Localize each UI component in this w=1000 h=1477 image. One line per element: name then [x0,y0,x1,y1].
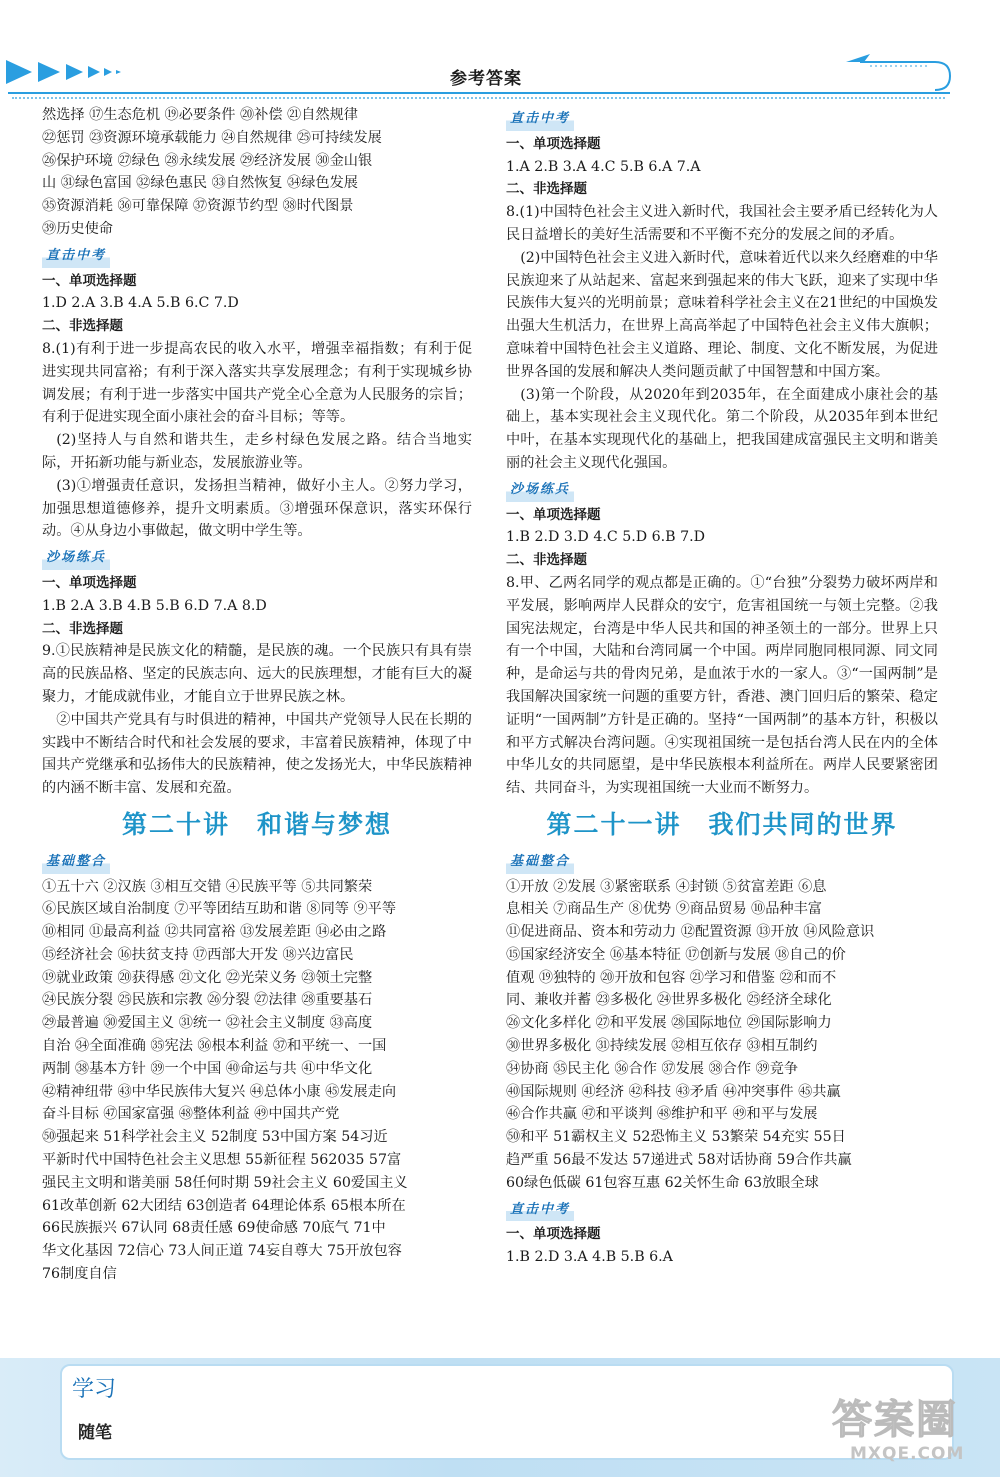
chapter-title: 第二十讲 和谐与梦想 [121,809,392,839]
answer-paragraph: (2)中国特色社会主义进入新时代，意味着近代以来久经磨难的中华民族迎来了从站起来、富起来到强起来的伟大飞跃，迎来了实现中华民族伟大复兴的光明前景；意味着科学社会主义在21世纪的中国焕发出强大生机活力，在世界上高高举起了中国特色社会主义伟大旗帜；意味着中国特色社会主义道路、理论、制度、文化不断发展，为促进世界各国的发展和解决人类问题贡献了中国智慧和中国方案。 [506,249,938,380]
fill-blank-answers [42,876,472,1286]
section-label-zhiji: 直击中考 [506,108,574,131]
answer-line: 平新时代中国特色社会主义思想 55新征程 562035 57富 [42,1152,402,1169]
answer-line: 60绿色低碳 61包容互惠 62关怀生命 63放眼全球 [506,1174,819,1191]
question-type-title: 一、单项选择题 [506,135,601,152]
answer-line: 强民主文明和谐美丽 58任何时期 59社会主义 60爱国主义 [42,1174,408,1191]
answer-line: ㉒惩罚 ㉓资源环境承载能力 ㉔自然规律 ㉕可持续发展 [42,129,382,146]
footer-study-label: 学习 [72,1377,117,1402]
page-header [0,0,1000,104]
answer-line: 同、兼收并蓄 ㉓多极化 ㉔世界多极化 ㉕经济全球化 [506,992,832,1009]
choice-answers: 1.A 2.B 3.A 4.C 5.B 6.A 7.A [506,158,701,175]
answer-line: 然选择 ⑰生态危机 ⑲必要条件 ⑳补偿 ㉑自然规律 [42,107,358,123]
header-dotted-divider [12,97,945,99]
answer-line: 奋斗目标 ㊼国家富强 ㊽整体利益 ㊾中国共产党 [42,1106,340,1123]
section-label-shachang: 沙场练兵 [42,547,110,570]
section-label-jichu: 基础整合 [42,851,110,874]
answer-paragraph: ②中国共产党具有与时俱进的精神，中国共产党领导人民在长期的实践中不断结合时代和社会发展的要求，丰富着民族精神，体现了中国共产党继承和弘扬伟大的民族精神，使之发扬光大，中华民族精神的内涵不断丰富、发展和充盈。 [42,711,472,797]
answer-line: ①开放 ②发展 ③紧密联系 ④封锁 ⑤贫富差距 ⑥息 [506,878,827,895]
answer-line: ㊷精神纽带 ㊸中华民族伟大复兴 ㊹总体小康 ㊺发展走向 [42,1083,397,1100]
watermark-logo: 答案圈 [832,1397,958,1443]
answer-line: ㉚世界多极化 ㉛持续发展 ㉜相互依存 ㉝相互制约 [506,1038,818,1055]
section-label-zhiji: 直击中考 [506,1199,574,1222]
section-label-shachang: 沙场练兵 [506,479,574,502]
answer-paragraph: (3)第一个阶段，从2020年到2035年，在全面建成小康社会的基础上，基本实现社会主义现代化。第二个阶段，从2035年到本世纪中叶，在基本实现现代化的基础上，把我国建成富强民主文明和谐美丽的社会主义现代化强国。 [506,386,938,471]
answer-paragraph: 9.①民族精神是民族文化的精髓，是民族的魂。一个民族只有具有崇高的民族品格、坚定的民族志向、远大的民族理想，才能有巨大的凝聚力，才能成就伟业，才能自立于世界民族之林。 [42,643,472,705]
section-label-jichu: 基础整合 [506,851,574,874]
choice-answers: 1.B 2.D 3.A 4.B 5.B 6.A [506,1249,673,1266]
choice-answers: 1.B 2.D 3.D 4.C 5.D 6.B 7.D [506,529,706,546]
watermark-url: MXQE.COM [850,1444,965,1464]
answer-line: 息相关 ⑦商品生产 ⑧优势 ⑨商品贸易 ⑩品种丰富 [506,901,822,918]
choice-answers: 1.B 2.A 3.B 4.B 5.B 6.D 7.A 8.D [42,597,267,614]
answer-line: 华文化基因 72信心 73人间正道 74妄自尊大 75开放包容 [42,1243,402,1260]
answer-line: 61改革创新 62大团结 63创造者 64理论体系 65根本所在 [42,1197,406,1214]
header-divider [8,92,950,94]
answer-line: ①五十六 ②汉族 ③相互交错 ④民族平等 ⑤共同繁荣 [42,878,373,895]
answer-line: ㉙最普遍 ㉚爱国主义 ㉛统一 ㉜社会主义制度 ㉝高度 [42,1015,373,1032]
chapter-title: 第二十一讲 我们共同的世界 [546,809,898,839]
header-swoosh-icon [840,52,955,92]
answer-line: ㉔民族分裂 ㉕民族和宗教 ㉖分裂 ㉗法律 ㉘重要基石 [42,992,373,1009]
answer-line: ⑥民族区域自治制度 ⑦平等团结互助和谐 ⑧同等 ⑨平等 [42,901,397,918]
answer-line: ㉖保护环境 ㉗绿色 ㉘永续发展 ㉙经济发展 ㉚金山银 [42,152,373,169]
carryover-answers [42,104,472,241]
question-type-title: 二、非选择题 [42,620,123,637]
answer-line: ㉞协商 ㉟民主化 ㊱合作 ㊲发展 ㊳合作 ㊴竞争 [506,1060,799,1077]
question-type-title: 一、单项选择题 [42,574,137,591]
answer-line: 自治 ㉞全面准确 ㉟宪法 ㊱根本利益 ㊲和平统一、一国 [42,1038,387,1055]
question-type-title: 一、单项选择题 [506,506,601,523]
answer-line: ㊻合作共赢 ㊼和平谈判 ㊽维护和平 ㊾和平与发展 [506,1106,818,1123]
answer-line: ㉟资源消耗 ㊱可靠保障 ㊲资源节约型 ㊳时代图景 [42,198,354,215]
answer-line: ⑮经济社会 ⑯扶贫支持 ⑰西部大开发 ⑱兴边富民 [42,946,354,963]
answer-line: ⑮国家经济安全 ⑯基本特征 ⑰创新与发展 ⑱自己的价 [506,946,846,963]
answer-paragraph: 8.(1)有利于进一步提高农民的收入水平，增强幸福指数；有利于促进实现共同富裕；有利于深入落实共享发展理念；有利于实现城乡协调发展；有利于进一步落实中国共产党全心全意为人民服务的宗旨；有利于促进实现全面小康社会的奋斗目标；等等。 [42,340,472,426]
answer-line: 山 ㉛绿色富国 ㉜绿色惠民 ㉝自然恢复 ㉞绿色发展 [42,175,358,192]
answer-paragraph: 8.甲、乙两名同学的观点都是正确的。①“台独”分裂势力破坏两岸和平发展，影响两岸人民群众的安宁，危害祖国统一与领土完整。②我国宪法规定，台湾是中华人民共和国的神圣领土的一部分。世界上只有一个中国，大陆和台湾同属一个中国。两岸同胞同根同源、同文同种，是命运与共的骨肉兄弟，是血浓于水的一家人。③“一国两制”是我国解决国家统一问题的重要方针，香港、澳门回归后的繁荣、稳定证明“一国两制”方针是正确的。坚持“一国两制”的基本方针，积极以和平方式解决台湾问题。④实现祖国统一是包括台湾人民在内的全体中华儿女的共同愿望，是中华民族根本利益所在。两岸人民要紧密团结、共同奋斗，为实现祖国统一大业而不断努力。 [506,574,938,797]
question-type-title: 一、单项选择题 [506,1226,601,1243]
choice-answers: 1.D 2.A 3.B 4.A 5.B 6.C 7.D [42,295,239,312]
question-type-title: 一、单项选择题 [42,272,137,289]
answer-line: ⑩相同 ⑪最高利益 ⑫共同富裕 ⑬发展差距 ⑭必由之路 [42,924,387,941]
answer-line: ㊿强起来 51科学社会主义 52制度 53中国方案 54习近 [42,1129,388,1146]
right-column [506,104,938,1269]
fill-blank-answers [506,876,938,1195]
question-type-title: 二、非选择题 [506,552,587,569]
answer-line: ㉖文化多样化 ㉗和平发展 ㉘国际地位 ㉙国际影响力 [506,1015,832,1032]
answer-line: 76制度自信 [42,1266,117,1283]
section-label-zhiji: 直击中考 [42,245,110,268]
answer-paragraph: (2)坚持人与自然和谐共生，走乡村绿色发展之路。结合当地实际，开拓新功能与新业态，发展旅游业等。 [42,432,472,471]
answer-paragraph: 8.(1)中国特色社会主义进入新时代，我国社会主要矛盾已经转化为人民日益增长的美好生活需要和不平衡不充分的发展之间的矛盾。 [506,204,938,243]
answer-line: 66民族振兴 67认同 68责任感 69使命感 70底气 71中 [42,1220,386,1237]
answer-line: 值观 ⑲独特的 ⑳开放和包容 ㉑学习和借鉴 ㉒和而不 [506,969,837,986]
notes-box [60,1364,954,1460]
answer-line: 趋严重 56最不发达 57递进式 58对话协商 59合作共赢 [506,1152,852,1169]
answer-line: ⑲就业政策 ⑳获得感 ㉑文化 ㉒光荣义务 ㉓领土完整 [42,969,373,986]
answer-line: ㊵国际规则 ㊶经济 ㊷科技 ㊸矛盾 ㊹冲突事件 ㊺共赢 [506,1083,841,1100]
footer-notes-label: 随笔 [78,1423,112,1443]
header-title: 参考答案 [450,69,522,89]
question-type-title: 二、非选择题 [42,318,123,335]
answer-line: ㊿和平 51霸权主义 52恐怖主义 53繁荣 54充实 55日 [506,1129,846,1146]
question-type-title: 二、非选择题 [506,181,587,198]
answer-line: 两制 ㊳基本方针 ㊴一个中国 ㊵命运与共 ㊶中华文化 [42,1060,373,1077]
answer-line: ㊴历史使命 [42,220,113,237]
answer-line: ⑪促进商品、资本和劳动力 ⑫配置资源 ⑬开放 ⑭风险意识 [506,924,875,941]
answer-paragraph: (3)①增强责任意识，发扬担当精神，做好小主人。②努力学习，加强思想道德修养，提升文明素质。③增强环保意识，落实环保行动。④从身边小事做起，做文明中学生等。 [42,477,472,540]
left-column [42,104,472,1286]
